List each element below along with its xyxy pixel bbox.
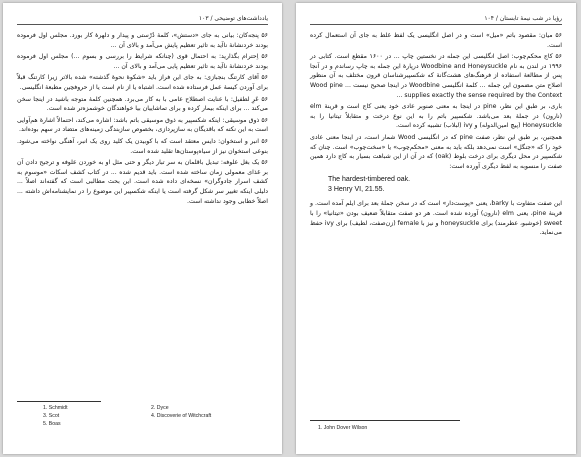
footnote: 3. Scot — [43, 413, 60, 419]
right-page — [296, 3, 576, 454]
footnote: 1. John Dover Wilson — [318, 425, 368, 431]
page-header — [310, 15, 562, 25]
left-page — [3, 3, 282, 454]
paragraph: ۵۶ پنجه‌کان: بیانی به جای «دستش»، کلمهٔ دُرْستی و پیدار و دلهرهٔ کار بورد. مجلس اول فرموده بودند خردنشانهٔ ناآید به تاثیر تعظیم پایش می‌آمد و بالای آن ... — [17, 32, 268, 49]
paragraph: ۵۶ انبر و استخوان: دایس معتقد است که با کوبیدن یک کلید روی یک انبر، آهنگی نواخته می‌شود. بنوعی استخوان نیز از سیاه‌پوستان‌ها تقلید شده است. — [17, 137, 268, 155]
running-head: ۱۰۴ / رؤیا در شب نیمهٔ تابستان — [484, 15, 562, 22]
footnote-divider — [17, 401, 101, 402]
block-quote — [310, 175, 562, 195]
footnote — [151, 420, 262, 428]
paragraph: ۵۶ اِحترام بگذارید: به احتمال قوی (چنانکه شرایط را بررسی و بسوم ...) مجلس اول فرموده بودند خردنشانهٔ ناآید به تاثیر تعظیم پایی می‌آمد و بالای آن ... — [17, 53, 268, 70]
footnotes — [318, 425, 367, 431]
footnotes — [43, 404, 262, 428]
quote-line: The hardest-timbered oak. — [328, 176, 411, 184]
footnote: 5. Boas — [43, 421, 61, 427]
paragraph: همچنین، بر طبق این نظر، صفت pine که در انگلیسی Wood شمار است، در اینجا معنی عادی خود را که «جنگل» است نمی‌دهد بلکه باید به معنی «محکم‌چوب» یا «سخت‌چوب» است. چنان که شکسپیر در محل دیگری برای درخت بلوط (oak) که در آن از این شباهت بسیار به کاج دارد همین صفت را منسوبه به لفظ دیگری آورده است: — [310, 133, 563, 170]
body-text — [17, 31, 268, 208]
paragraph: ۵۶ عَرِ لطفیل: با عنایت اصطلاح عامی با به کار می‌برد. همچنین کلمهٔ متوجه باشید در اینجا سخن می‌کند ... برای اینکه بیمار کرده و برای تماشاییان بیا خواهندگان خوشمزه‌تر شده است. — [17, 95, 268, 113]
page-header — [17, 15, 268, 25]
footnote-divider — [310, 420, 460, 421]
paragraph: ۵۶ یک بغل علوفه: تبدیل باقلمان به سر تبار دیگر و حتی مثل او به خوردن علوفه و ترجیح دادن آن بر غذای معمولی زمان ساخته شده است. باید قدیم شده ... در کتاب کشف اسکات «موسوم به کشف اسرار جادوگران» نسخه‌ای داده شده است. این بحث مطالبی است که گفته‌اند اصلاً ... دلیلی اینکه تغییر سر شکل گرفته است یا اینکه شکسپیر این موضوع را در نمایشنامه‌اش داشته ... اصلاً خطابی وجود نداشته است. — [17, 159, 268, 205]
paragraph: باری، بر طبق این نظر، pine در اینجا به معنی صنوبر عادی خود یعنی کاج است و قرینهٔ elm (نارون) در جملهٔ بعد می‌باشد. شکسپیر باتم را به این نوع درخت و متقابلاً تیتانیا را به Honeysuckle (پیچ امین‌الدوله) و ivy (لبلاب) تشبیه کرده است. — [310, 103, 562, 130]
footnote: 4. Discoverie of Witchcraft — [151, 413, 212, 419]
footnote: 1. Schmidt — [43, 405, 68, 411]
footnote: 2. Dyce — [151, 405, 169, 411]
paragraph: ۵۶ میان: مقصود باتم «میل» است و در اصل انگلیسی یک لفظ غلط به جای آن استعمال کرده است. — [310, 32, 562, 49]
running-head: یادداشت‌های توضیحی / ۱۰۳ — [198, 15, 268, 22]
paragraph: ۵۶ کاج محکم‌چوب: اصل انگلیسی این جمله در نخستین چاپ ... در ۱۶۰۰ مقطع است. کتابی در ۱۹۹۶ در لندن به نام Woodbine and Honeysuckle درپارهٔ این جمله به چاپ رساندم و در آنجا پس از مطالعهٔ استفاده از فرهنگ‌های هشت‌گانهٔ که شکسپیرشناسان قرون مختلف به آن منظور اصلاح متن مضمون این جمله ... کلمهٔ انگلیسی Woodbine در اینجا صحیح نیست ... Wood pine ... supplies exactly the sense required by the Context — [310, 53, 562, 99]
paragraph: این صفت متفاوت با barky، یعنی «پوست‌دار» است که در سخن جملهٔ بعد برای ایلم آمده است. و قرینهٔ pine، یعنی elm (نارون) آورده شده است. هر دو صفت متقابلاً ضعیف بودن «تیتانیا» را با sweet (خوشبو، عطرمند) برای honeysuckle و نیز با female (زن‌صفت، لطیف) برای ivy حفظ می‌نماید. — [310, 200, 563, 237]
quote-citation: 3 Henry VI, 21.55. — [328, 186, 385, 194]
paragraph: ۵۶ آقای کارتنگ بنجبازی: به جای این فراز باید «شکوهٔ نحوهٔ گذشته» شده بالاتر زیرا کارتنگ قبلاً برای آوردن کیسهٔ عمل فرستاده شده است. اشتباه یا از نام است یا از حروفچین مطبعهٔ انگلیسی. — [17, 74, 268, 91]
paragraph: ۵۶ ذوق موسیقی: اینکه شکسپیر به ذوق موسیقی باتم باشد: اشاره می‌کند، احتمالاً اشارهٔ هم‌آوایی است به این نکته که باقدیگان به سازپردازی، بخصوص سازبندگی زمینه‌های متضاد در سهم بوده‌اند. — [17, 116, 268, 134]
body-text — [310, 31, 562, 240]
